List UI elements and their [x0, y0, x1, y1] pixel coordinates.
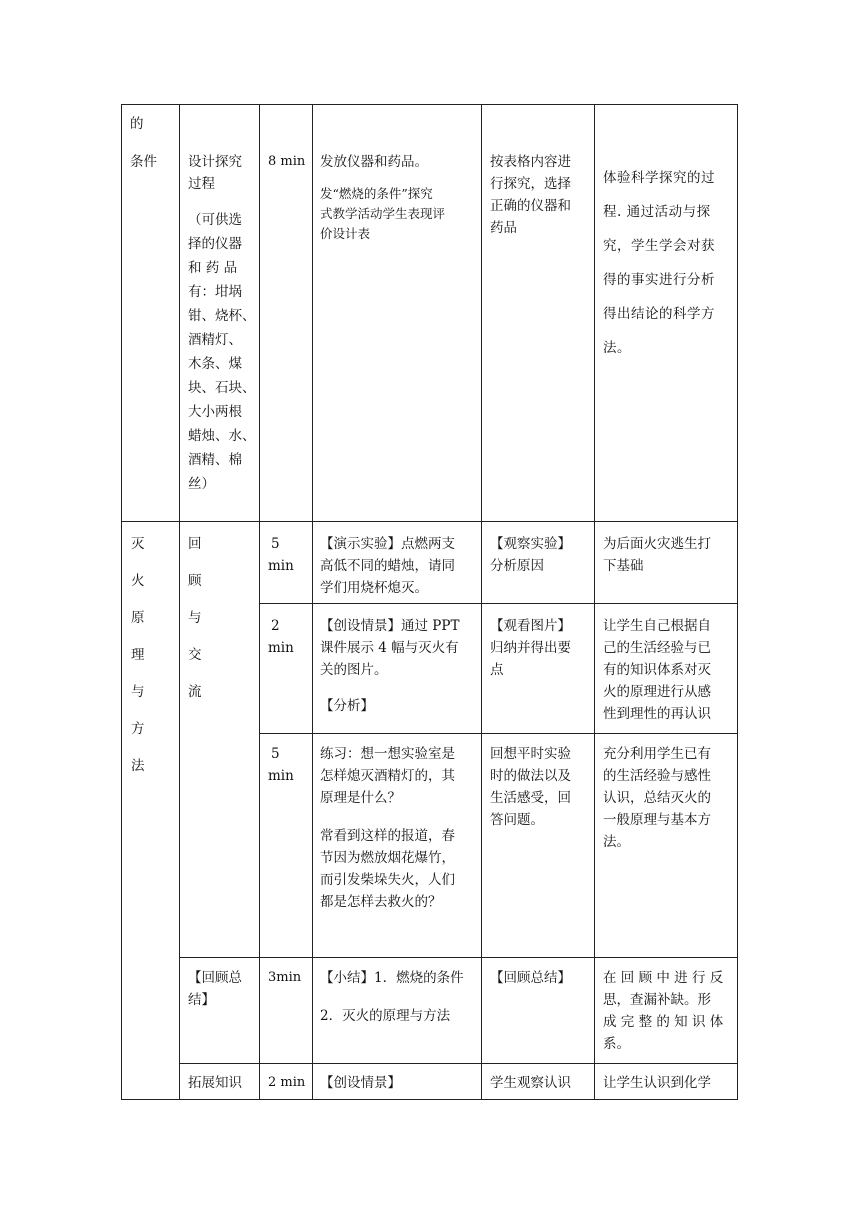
section-title-char: 灭: [131, 536, 145, 552]
teacher-activity-line1: 发放仪器和药品。: [320, 154, 428, 170]
time-practice-value: 5: [271, 746, 280, 762]
student-activity-line1: 按表格内容进: [490, 154, 571, 170]
time-summary: 3min: [268, 970, 302, 985]
time-conditions: 8 min: [268, 154, 306, 169]
intent-line1: 体验科学探究的过: [603, 170, 715, 186]
time-scene-value: 2: [271, 618, 280, 634]
scene-student-line3: 点: [490, 662, 504, 678]
practice-student-line3: 生活感受，回: [490, 790, 571, 806]
materials-line10: 蜡烛、水、: [188, 428, 256, 444]
student-activity-line3: 正确的仪器和: [490, 198, 571, 214]
table-col-divider-3: [312, 104, 313, 1100]
section-title-char: 方: [131, 721, 145, 737]
table-border-top: [121, 104, 738, 105]
extend-step: 拓展知识: [188, 1075, 242, 1091]
time-demo-unit: min: [268, 558, 294, 574]
scene-intent-line4: 火的原理进行从感: [603, 684, 711, 700]
demo-intent-line2: 下基础: [603, 558, 644, 574]
practice-intent-line3: 认识，总结灭火的: [603, 790, 711, 806]
practice-intent-line2: 的生活经验与感性: [603, 768, 711, 784]
materials-line4: 有：坩埚: [188, 284, 242, 300]
row-divider-practice: [179, 957, 738, 958]
materials-line3: 和 药 品: [188, 260, 238, 276]
teacher-activity-line3: 式教学活动学生表现评: [320, 206, 446, 221]
extend-student: 学生观察认识: [490, 1075, 571, 1091]
table-col-divider-5: [594, 104, 595, 1100]
review-char: 回: [188, 536, 202, 552]
practice-teacher-line5: 节因为燃放烟花爆竹，: [320, 850, 455, 866]
summary-teacher-line2: 2．灭火的原理与方法: [320, 1008, 451, 1024]
summary-step-line2: 结】: [188, 992, 215, 1008]
materials-line12: 丝）: [188, 476, 215, 492]
demo-teacher-line1: 【演示实验】点燃两支: [320, 536, 455, 552]
scene-teacher-line2: 课件展示 4 幅与灭火有: [320, 640, 459, 656]
summary-intent-line4: 系。: [603, 1036, 630, 1052]
table-border-left: [121, 104, 122, 1100]
review-char: 顾: [188, 573, 202, 589]
section-title-char: 原: [131, 610, 145, 626]
summary-step-line1: 【回顾总: [188, 970, 242, 986]
practice-teacher-line4: 常看到这样的报道，春: [320, 828, 455, 844]
practice-intent-line4: 一般原理与基本方: [603, 812, 711, 828]
intent-line5: 得出结论的科学方: [603, 306, 715, 322]
extend-intent: 让学生认识到化学: [603, 1075, 711, 1091]
section-label-part2: 条件: [130, 154, 157, 170]
intent-line4: 得的事实进行分析: [603, 272, 715, 288]
scene-teacher-line4: 【分析】: [320, 698, 374, 714]
materials-line1: （可供选: [188, 212, 242, 228]
demo-student-line2: 分析原因: [490, 558, 544, 574]
scene-student-line1: 【观看图片】: [490, 618, 571, 634]
time-practice-unit: min: [268, 768, 294, 784]
summary-intent-line3: 成 完 整 的 知 识 体: [603, 1014, 724, 1030]
section-title-char: 理: [131, 647, 145, 663]
practice-teacher-line6: 而引发柴垛失火，人们: [320, 872, 455, 888]
scene-intent-line3: 有的知识体系对灭: [603, 662, 711, 678]
practice-teacher-line7: 都是怎样去救火的？: [320, 894, 442, 910]
table-border-right: [737, 104, 738, 1100]
review-char: 交: [188, 647, 202, 663]
materials-line5: 钳、烧杯、: [188, 308, 256, 324]
summary-intent-line2: 思，查漏补缺。形: [603, 992, 711, 1008]
scene-teacher-line1: 【创设情景】通过 PPT: [320, 618, 460, 634]
step-design-line2: 过程: [188, 176, 215, 192]
student-activity-line4: 药品: [490, 220, 517, 236]
row-divider-scene: [259, 733, 738, 734]
time-extend: 2 min: [268, 1075, 306, 1090]
scene-intent-line5: 性到理性的再认识: [603, 706, 711, 722]
practice-student-line4: 答问题。: [490, 812, 544, 828]
step-design-line1: 设计探究: [188, 154, 242, 170]
intent-line3: 究，学生学会对获: [603, 238, 715, 254]
materials-line8: 块、石块、: [188, 380, 256, 396]
table-col-divider-4: [481, 104, 482, 1100]
materials-line2: 择的仪器: [188, 236, 242, 252]
extend-teacher: 【创设情景】: [320, 1075, 401, 1091]
intent-line6: 法。: [603, 340, 631, 356]
row-divider-summary: [179, 1063, 738, 1064]
table-col-divider-1: [179, 104, 180, 1100]
demo-student-line1: 【观察实验】: [490, 536, 571, 552]
section-title-char: 与: [131, 684, 145, 700]
time-demo-value: 5: [271, 536, 280, 552]
intent-line2: 程. 通过活动与探: [603, 204, 711, 220]
teacher-activity-line2: 发“燃烧的条件”探究: [320, 186, 433, 201]
materials-line11: 酒精、棉: [188, 452, 242, 468]
materials-line6: 酒精灯、: [188, 332, 242, 348]
scene-intent-line2: 己的生活经验与已: [603, 640, 711, 656]
table-border-bottom: [121, 1099, 738, 1100]
materials-line7: 木条、煤: [188, 356, 242, 372]
scene-intent-line1: 让学生自己根据自: [603, 618, 711, 634]
summary-student: 【回顾总结】: [490, 970, 571, 986]
row-divider-demo: [259, 603, 738, 604]
teacher-activity-line4: 价设计表: [320, 226, 371, 241]
student-activity-line2: 行探究，选择: [490, 176, 571, 192]
summary-intent-line1: 在 回 顾 中 进 行 反: [603, 970, 724, 986]
practice-student-line2: 时的做法以及: [490, 768, 571, 784]
scene-teacher-line3: 关的图片。: [320, 662, 388, 678]
review-char: 与: [188, 610, 202, 626]
practice-teacher-line3: 原理是什么？: [320, 790, 401, 806]
practice-teacher-line1: 练习：想一想实验室是: [320, 746, 455, 762]
scene-student-line2: 归纳并得出要: [490, 640, 571, 656]
section-label-part1: 的: [130, 116, 144, 132]
practice-intent-line1: 充分利用学生已有: [603, 746, 711, 762]
table-col-divider-2: [259, 104, 260, 1100]
demo-teacher-line2: 高低不同的蜡烛，请同: [320, 558, 455, 574]
row-divider-conditions: [121, 521, 738, 522]
practice-student-line1: 回想平时实验: [490, 746, 571, 762]
demo-intent-line1: 为后面火灾逃生打: [603, 536, 711, 552]
materials-line9: 大小两根: [188, 404, 242, 420]
practice-intent-line5: 法。: [603, 834, 630, 850]
summary-teacher-line1: 【小结】1．燃烧的条件: [320, 970, 464, 986]
review-char: 流: [188, 684, 202, 700]
demo-teacher-line3: 学们用烧杯熄灭。: [320, 580, 428, 596]
section-title-char: 火: [131, 573, 145, 589]
time-scene-unit: min: [268, 640, 294, 656]
section-title-char: 法: [131, 758, 145, 774]
practice-teacher-line2: 怎样熄灭酒精灯的，其: [320, 768, 455, 784]
